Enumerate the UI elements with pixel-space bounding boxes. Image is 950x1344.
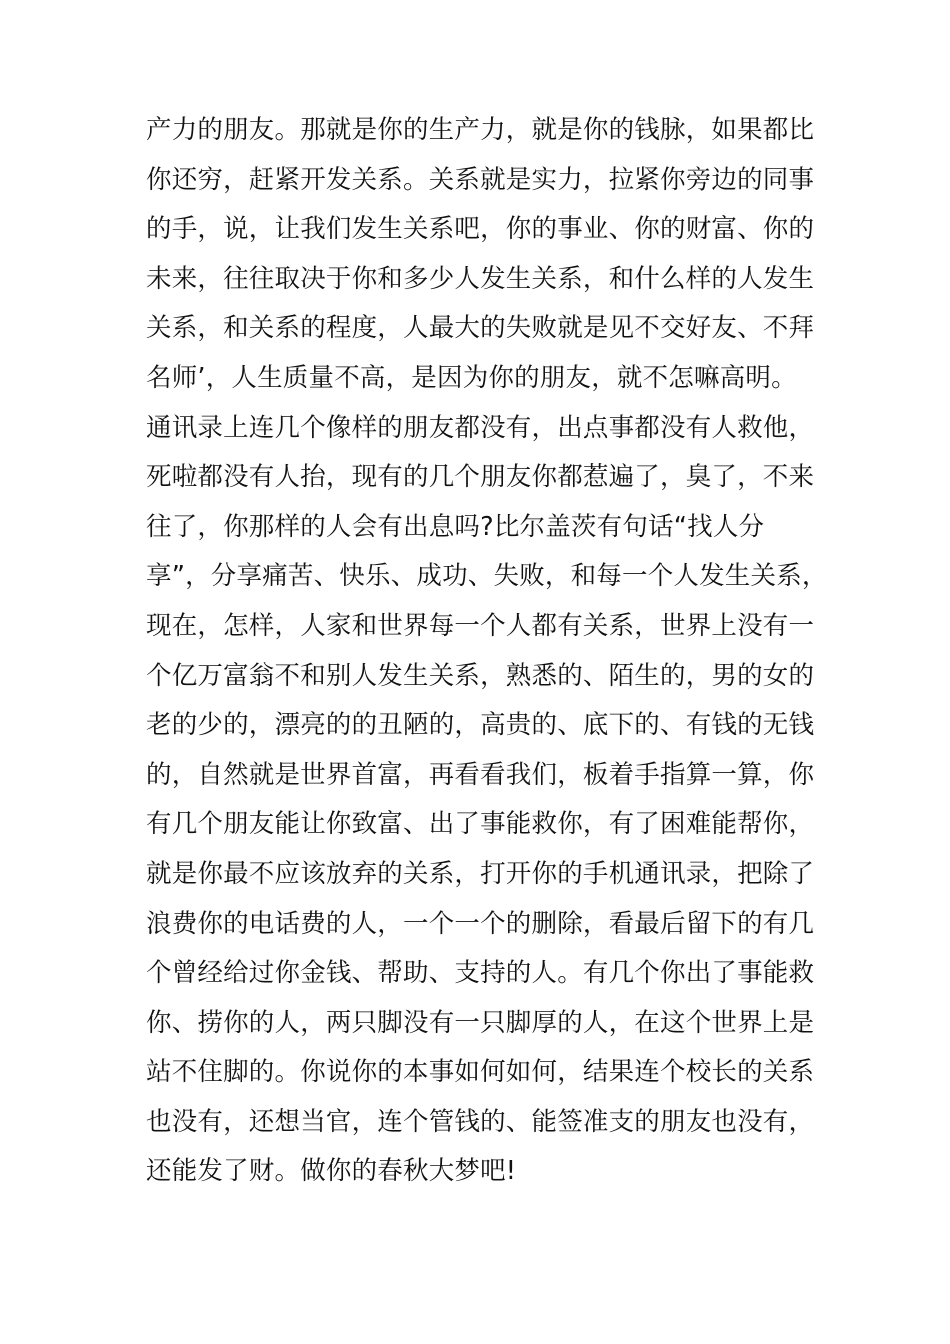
text-line: 死啦都没有人抬，现有的几个朋友你都惹遍了，臭了，不来 xyxy=(146,462,815,493)
text-line: 浪费你的电话费的人，一个一个的删除，看最后留下的有几 xyxy=(146,908,815,939)
text-line: 的手，说，让我们发生关系吧，你的事业、你的财富、你的 xyxy=(146,214,815,245)
text-line: 关系，和关系的程度，人最大的失败就是见不交好友、不拜 xyxy=(146,313,815,344)
text-line: 有几个朋友能让你致富、出了事能救你，有了困难能帮你， xyxy=(146,809,815,840)
body-text xyxy=(146,106,826,1197)
text-line: 就是你最不应该放弃的关系，打开你的手机通讯录，把除了 xyxy=(146,858,815,889)
text-line: 往了，你那样的人会有出息吗?比尔盖茨有句话“找人分 xyxy=(146,511,765,542)
text-line: 站不住脚的。你说你的本事如何如何，结果连个校长的关系 xyxy=(146,1057,815,1088)
text-line: 的，自然就是世界首富，再看看我们，板着手指算一算，你 xyxy=(146,759,815,790)
text-line: 个亿万富翁不和别人发生关系，熟悉的、陌生的，男的女的 xyxy=(146,660,815,691)
text-line: 老的少的，漂亮的的丑陋的，高贵的、底下的、有钱的无钱 xyxy=(146,710,815,741)
text-line: 未来，往往取决于你和多少人发生关系，和什么样的人发生 xyxy=(146,263,815,294)
text-line: 享”，分享痛苦、快乐、成功、失败，和每一个人发生关系， xyxy=(146,561,828,592)
text-line: 现在，怎样，人家和世界每一个人都有关系，世界上没有一 xyxy=(146,610,815,641)
text-line: 名师’，人生质量不高，是因为你的朋友，就不怎嘛高明。 xyxy=(146,362,797,393)
text-line: 还能发了财。做你的春秋大梦吧! xyxy=(146,1156,517,1187)
text-line: 通讯录上连几个像样的朋友都没有，出点事都没有人救他， xyxy=(146,412,815,443)
text-line: 也没有，还想当官，连个管钱的、能签准支的朋友也没有， xyxy=(146,1106,815,1137)
text-line: 产力的朋友。那就是你的生产力，就是你的钱脉，如果都比 xyxy=(146,115,815,145)
text-line: 你还穷，赶紧开发关系。关系就是实力，拉紧你旁边的同事 xyxy=(146,164,815,195)
text-line: 个曾经给过你金钱、帮助、支持的人。有几个你出了事能救 xyxy=(146,958,815,989)
text-line: 你、捞你的人，两只脚没有一只脚厚的人，在这个世界上是 xyxy=(146,1007,815,1038)
